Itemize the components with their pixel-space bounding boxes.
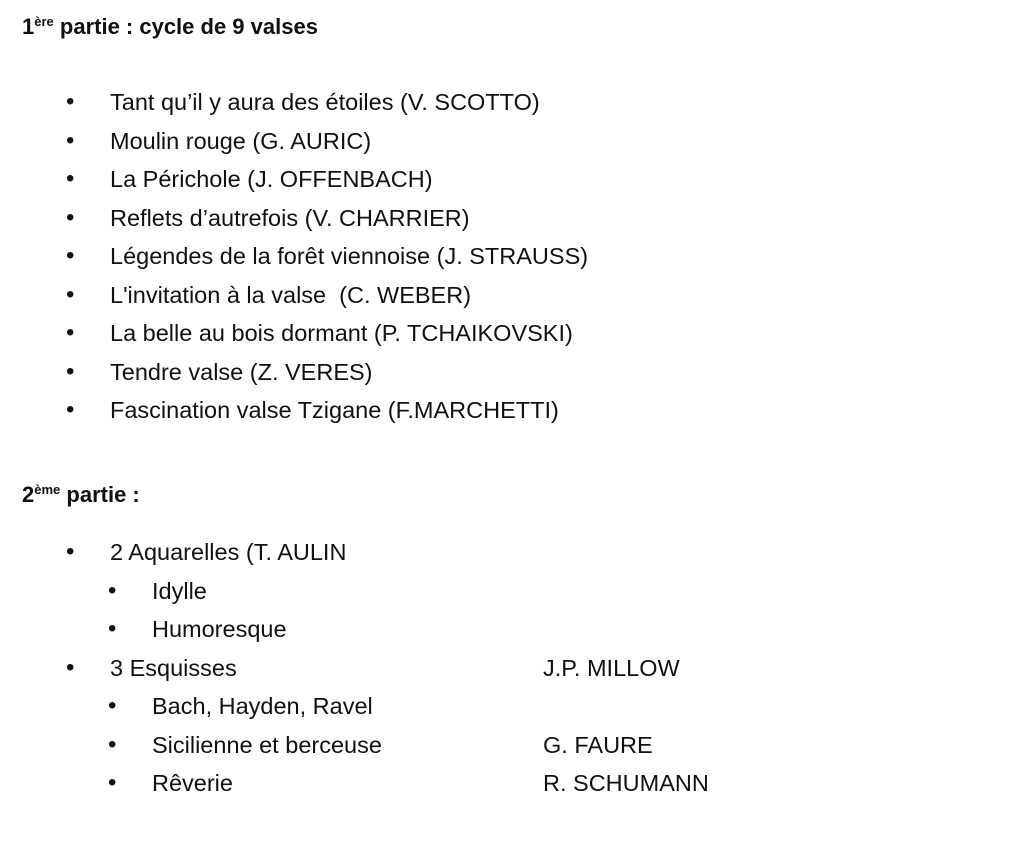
part1-title: partie : cycle de 9 valses	[53, 14, 318, 39]
sub-list-item: Humoresque	[152, 616, 287, 642]
bullet-icon: •	[66, 396, 75, 423]
part2-number: 2	[22, 482, 35, 507]
bullet-icon: •	[66, 538, 75, 565]
list-item: Tendre valse (Z. VERES)	[110, 359, 373, 385]
sub-list-item: Sicilienne et berceuse	[152, 732, 382, 758]
list-item: L'invitation à la valse (C. WEBER)	[110, 282, 472, 308]
sub-list-item: Bach, Hayden, Ravel	[152, 693, 373, 719]
bullet-icon: •	[66, 127, 75, 154]
sub-bullet-icon: •	[108, 731, 117, 758]
sub-list-item: Idylle	[152, 578, 207, 604]
sub-bullet-icon: •	[108, 577, 117, 604]
bullet-icon: •	[66, 88, 75, 115]
list-item: Légendes de la forêt viennoise (J. STRAUSS)	[110, 243, 589, 269]
part2-heading	[22, 482, 140, 508]
sub-list-item: Rêverie	[152, 770, 233, 796]
list-item: 2 Aquarelles (T. AULIN	[110, 539, 347, 565]
list-item: Fascination valse Tzigane (F.MARCHETTI)	[110, 397, 559, 423]
composer-name: G. FAURE	[543, 732, 653, 758]
bullet-icon: •	[66, 319, 75, 346]
part2-superscript: ème	[34, 482, 61, 497]
part1-heading	[22, 14, 318, 40]
bullet-icon: •	[66, 358, 75, 385]
bullet-icon: •	[66, 281, 75, 308]
bullet-icon: •	[66, 165, 75, 192]
list-item: Reflets d’autrefois (V. CHARRIER)	[110, 205, 470, 231]
bullet-icon: •	[66, 242, 75, 269]
part1-superscript: ère	[34, 14, 54, 29]
part1-number: 1	[22, 14, 35, 39]
composer-name: R. SCHUMANN	[543, 770, 709, 796]
list-item: 3 Esquisses	[110, 655, 237, 681]
bullet-icon: •	[66, 654, 75, 681]
list-item: Moulin rouge (G. AURIC)	[110, 128, 372, 154]
sub-bullet-icon: •	[108, 692, 117, 719]
composer-name: J.P. MILLOW	[543, 655, 680, 681]
sub-bullet-icon: •	[108, 615, 117, 642]
part2-title: partie :	[60, 482, 140, 507]
list-item: Tant qu’il y aura des étoiles (V. SCOTTO)	[110, 89, 540, 115]
list-item: La belle au bois dormant (P. TCHAIKOVSKI)	[110, 320, 573, 346]
sub-bullet-icon: •	[108, 769, 117, 796]
list-item: La Périchole (J. OFFENBACH)	[110, 166, 433, 192]
bullet-icon: •	[66, 204, 75, 231]
